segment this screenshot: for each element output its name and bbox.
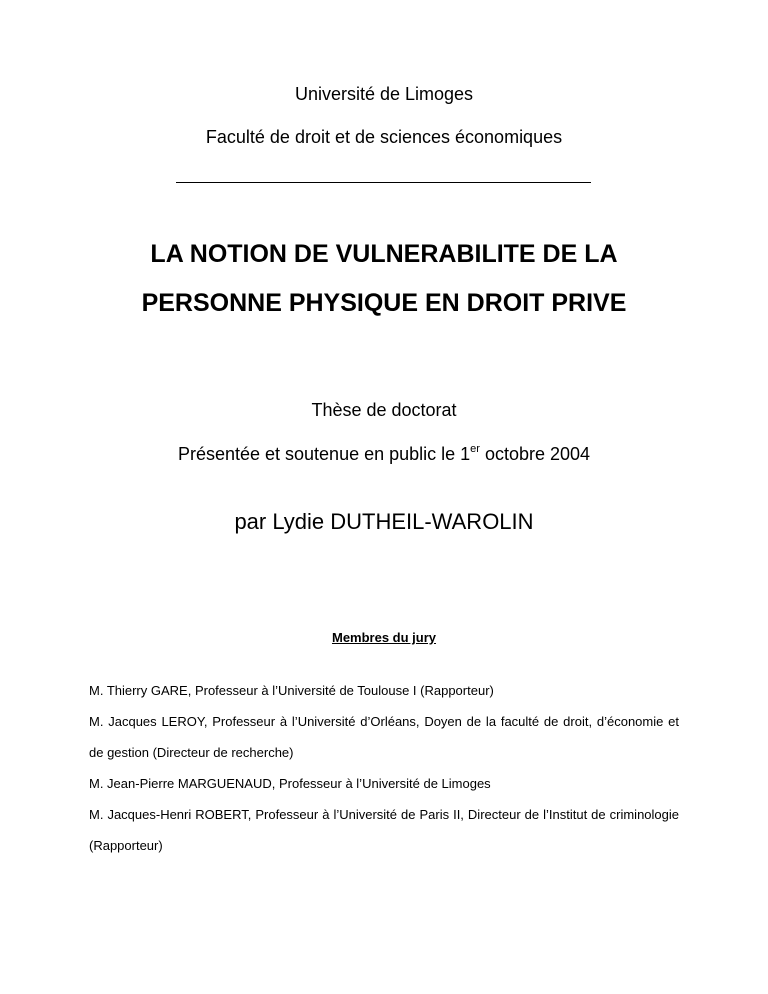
defense-date-line bbox=[0, 444, 768, 465]
jury-member: M. Jacques LEROY, Professeur à l’Université d’Orléans, Doyen de la faculté de droit, d’économie et de gestion (Directeur de recherche) bbox=[89, 714, 679, 760]
thesis-title bbox=[0, 230, 768, 328]
faculty-name: Faculté de droit et de sciences économiques bbox=[205, 127, 563, 147]
jury-heading: Membres du jury bbox=[331, 630, 437, 645]
thesis-title-line-1: LA NOTION DE VULNERABILITE DE LA bbox=[150, 240, 618, 268]
defense-date-prefix: Présentée et soutenue en public le 1 bbox=[177, 444, 471, 464]
defense-date-superscript: er bbox=[470, 443, 480, 455]
header-divider bbox=[176, 182, 591, 183]
jury-members-list bbox=[89, 675, 679, 861]
jury-member: M. Jacques-Henri ROBERT, Professeur à l’Université de Paris II, Directeur de l’Institut de criminologie (Rapporteur) bbox=[89, 807, 679, 853]
defense-date-suffix: octobre 2004 bbox=[479, 444, 591, 464]
university-name: Université de Limoges bbox=[294, 84, 474, 104]
thesis-type: Thèse de doctorat bbox=[311, 400, 457, 420]
thesis-title-line-2: PERSONNE PHYSIQUE EN DROIT PRIVE bbox=[141, 289, 627, 317]
jury-member: M. Jean-Pierre MARGUENAUD, Professeur à l’Université de Limoges bbox=[89, 776, 491, 791]
jury-member: M. Thierry GARE, Professeur à l’Université de Toulouse I (Rapporteur) bbox=[89, 683, 494, 698]
thesis-author: par Lydie DUTHEIL-WAROLIN bbox=[234, 509, 534, 534]
